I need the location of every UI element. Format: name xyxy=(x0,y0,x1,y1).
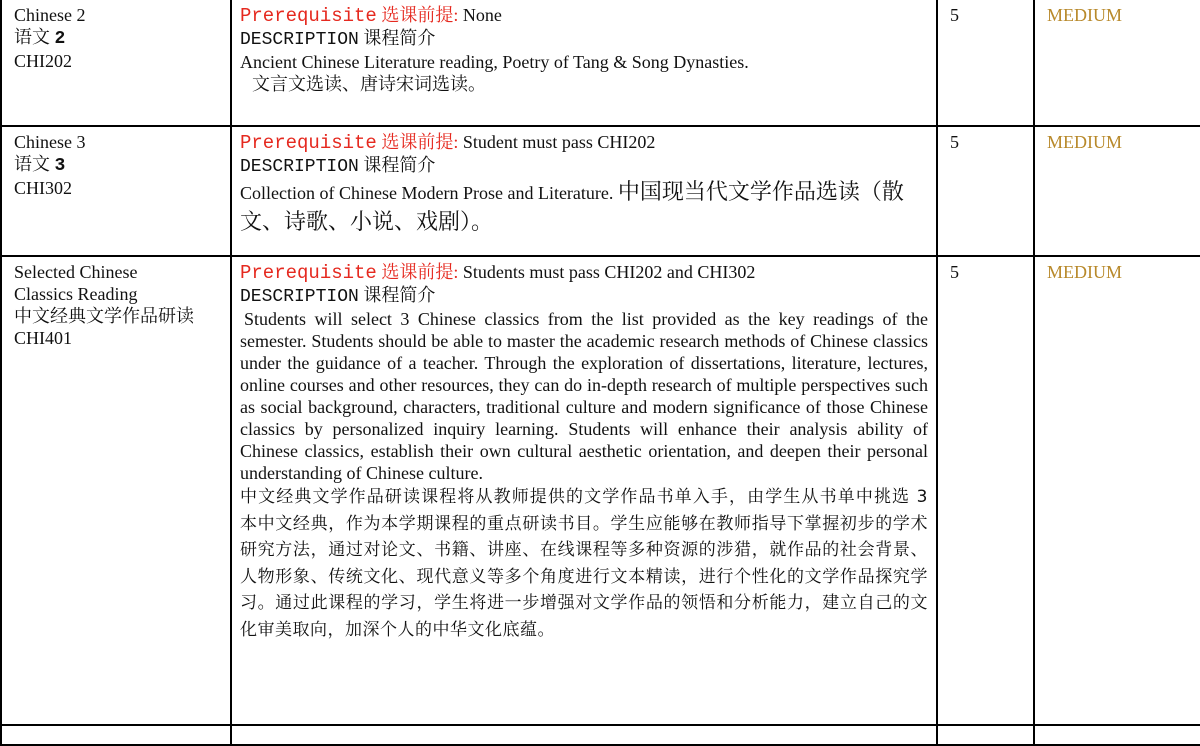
prerequisite-label: Prerequisite xyxy=(240,5,377,27)
description-text-en: Ancient Chinese Literature reading, Poetry of Tang & Song Dynasties. xyxy=(240,52,749,72)
credits-cell xyxy=(937,725,1034,745)
course-name-cn xyxy=(14,26,224,50)
table-row xyxy=(1,0,1200,126)
description-heading xyxy=(240,284,928,308)
difficulty-cell xyxy=(1034,0,1200,126)
description-heading xyxy=(240,27,928,51)
course-name-en-line-2: Classics Reading xyxy=(14,284,138,304)
course-code: CHI401 xyxy=(14,328,72,348)
course-name-cn: 中文经典文学作品研读 xyxy=(14,306,194,326)
course-level-number: 2 xyxy=(54,29,66,49)
credits-cell xyxy=(937,0,1034,126)
table-row xyxy=(1,126,1200,256)
difficulty-value: MEDIUM xyxy=(1047,5,1122,25)
prerequisite-label: Prerequisite xyxy=(240,262,377,284)
prerequisite-label-cn: 选课前提: xyxy=(381,262,459,282)
difficulty-cell xyxy=(1034,126,1200,256)
course-name-cn-text: 语文 xyxy=(14,27,50,47)
description-text-en: Collection of Chinese Modern Prose and Literature. xyxy=(240,183,614,203)
credits-cell xyxy=(937,256,1034,725)
course-name-cell xyxy=(1,725,231,745)
prerequisite-line xyxy=(240,4,928,27)
course-name-cn xyxy=(14,153,224,177)
course-description-cell xyxy=(231,725,937,745)
course-name-en: Chinese 2 xyxy=(14,5,86,25)
prerequisite-line xyxy=(240,261,928,284)
difficulty-value: MEDIUM xyxy=(1047,262,1122,282)
credits-cell xyxy=(937,126,1034,256)
description-label-cn: 课程简介 xyxy=(363,155,436,175)
prerequisite-value: Student must pass CHI202 xyxy=(462,132,656,152)
description-text xyxy=(240,178,928,238)
course-description-cell xyxy=(231,126,937,256)
description-text-cn: 中国现当代文学作品选读（散文、诗歌、小说、戏剧）。 xyxy=(240,180,904,235)
prerequisite-label: Prerequisite xyxy=(240,132,377,154)
description-label: DESCRIPTION xyxy=(240,30,359,50)
table-row xyxy=(1,256,1200,725)
credits-value: 5 xyxy=(950,262,959,282)
description-label: DESCRIPTION xyxy=(240,287,359,307)
prerequisite-label-cn: 选课前提: xyxy=(381,5,459,25)
course-description-cell xyxy=(231,256,937,725)
course-name-en-line-1: Selected Chinese xyxy=(14,262,138,282)
course-code: CHI302 xyxy=(14,178,72,198)
prerequisite-line xyxy=(240,131,928,154)
description-text-en: Students will select 3 Chinese classics from the list provided as the key readings of the semester. Students should be able to master the academic research methods of Chinese classics under the guidance of a teacher. Through the exploration of dissertations, literature, lectures, online courses and other resources, they can do in-depth research of multiple perspectives such as social background, characters, traditional culture and modern significance of those Chinese classics by personalized inquiry learning. Students will enhance their analysis ability of Chinese classics, establish their own cultural aesthetic orientation, and deepen their personal understanding of Chinese culture. xyxy=(240,309,928,483)
description-label-cn: 课程简介 xyxy=(363,28,436,48)
course-name-cell xyxy=(1,126,231,256)
difficulty-cell xyxy=(1034,256,1200,725)
prerequisite-value: None xyxy=(462,5,502,25)
course-name-cell xyxy=(1,0,231,126)
course-description-cell xyxy=(231,0,937,126)
difficulty-value: MEDIUM xyxy=(1047,132,1122,152)
credits-value: 5 xyxy=(950,132,959,152)
course-level-number: 3 xyxy=(54,156,66,176)
table-row-partial xyxy=(1,725,1200,745)
description-text-cn: 文言文选读、唐诗宋词选读。 xyxy=(252,74,486,94)
description-heading xyxy=(240,154,928,178)
difficulty-cell xyxy=(1034,725,1200,745)
description-text-cn: 中文经典文学作品研读课程将从教师提供的文学作品书单入手，由学生从书单中挑选 3 本中文经典，作为本学期课程的重点研读书目。学生应能够在教师指导下掌握初步的学术研究方法，通过对论文、书籍、讲座、在线课程等多种资源的涉猎，就作品的社会背景、人物形象、传统文化、现代意义等多个角度进行文本精读，进行个性化的文学作品探究学习。通过此课程的学习，学生将进一步增强对文学作品的领悟和分析能力，建立自己的文化审美取向，加深个人的中华文化底蕴。 xyxy=(240,487,928,640)
course-name-en: Chinese 3 xyxy=(14,132,86,152)
course-code: CHI202 xyxy=(14,51,72,71)
description-label-cn: 课程简介 xyxy=(363,285,436,305)
credits-value: 5 xyxy=(950,5,959,25)
description-label: DESCRIPTION xyxy=(240,157,359,177)
prerequisite-value: Students must pass CHI202 and CHI302 xyxy=(462,262,756,282)
prerequisite-label-cn: 选课前提: xyxy=(381,132,459,152)
course-name-cn-text: 语文 xyxy=(14,154,50,174)
course-name-cell xyxy=(1,256,231,725)
